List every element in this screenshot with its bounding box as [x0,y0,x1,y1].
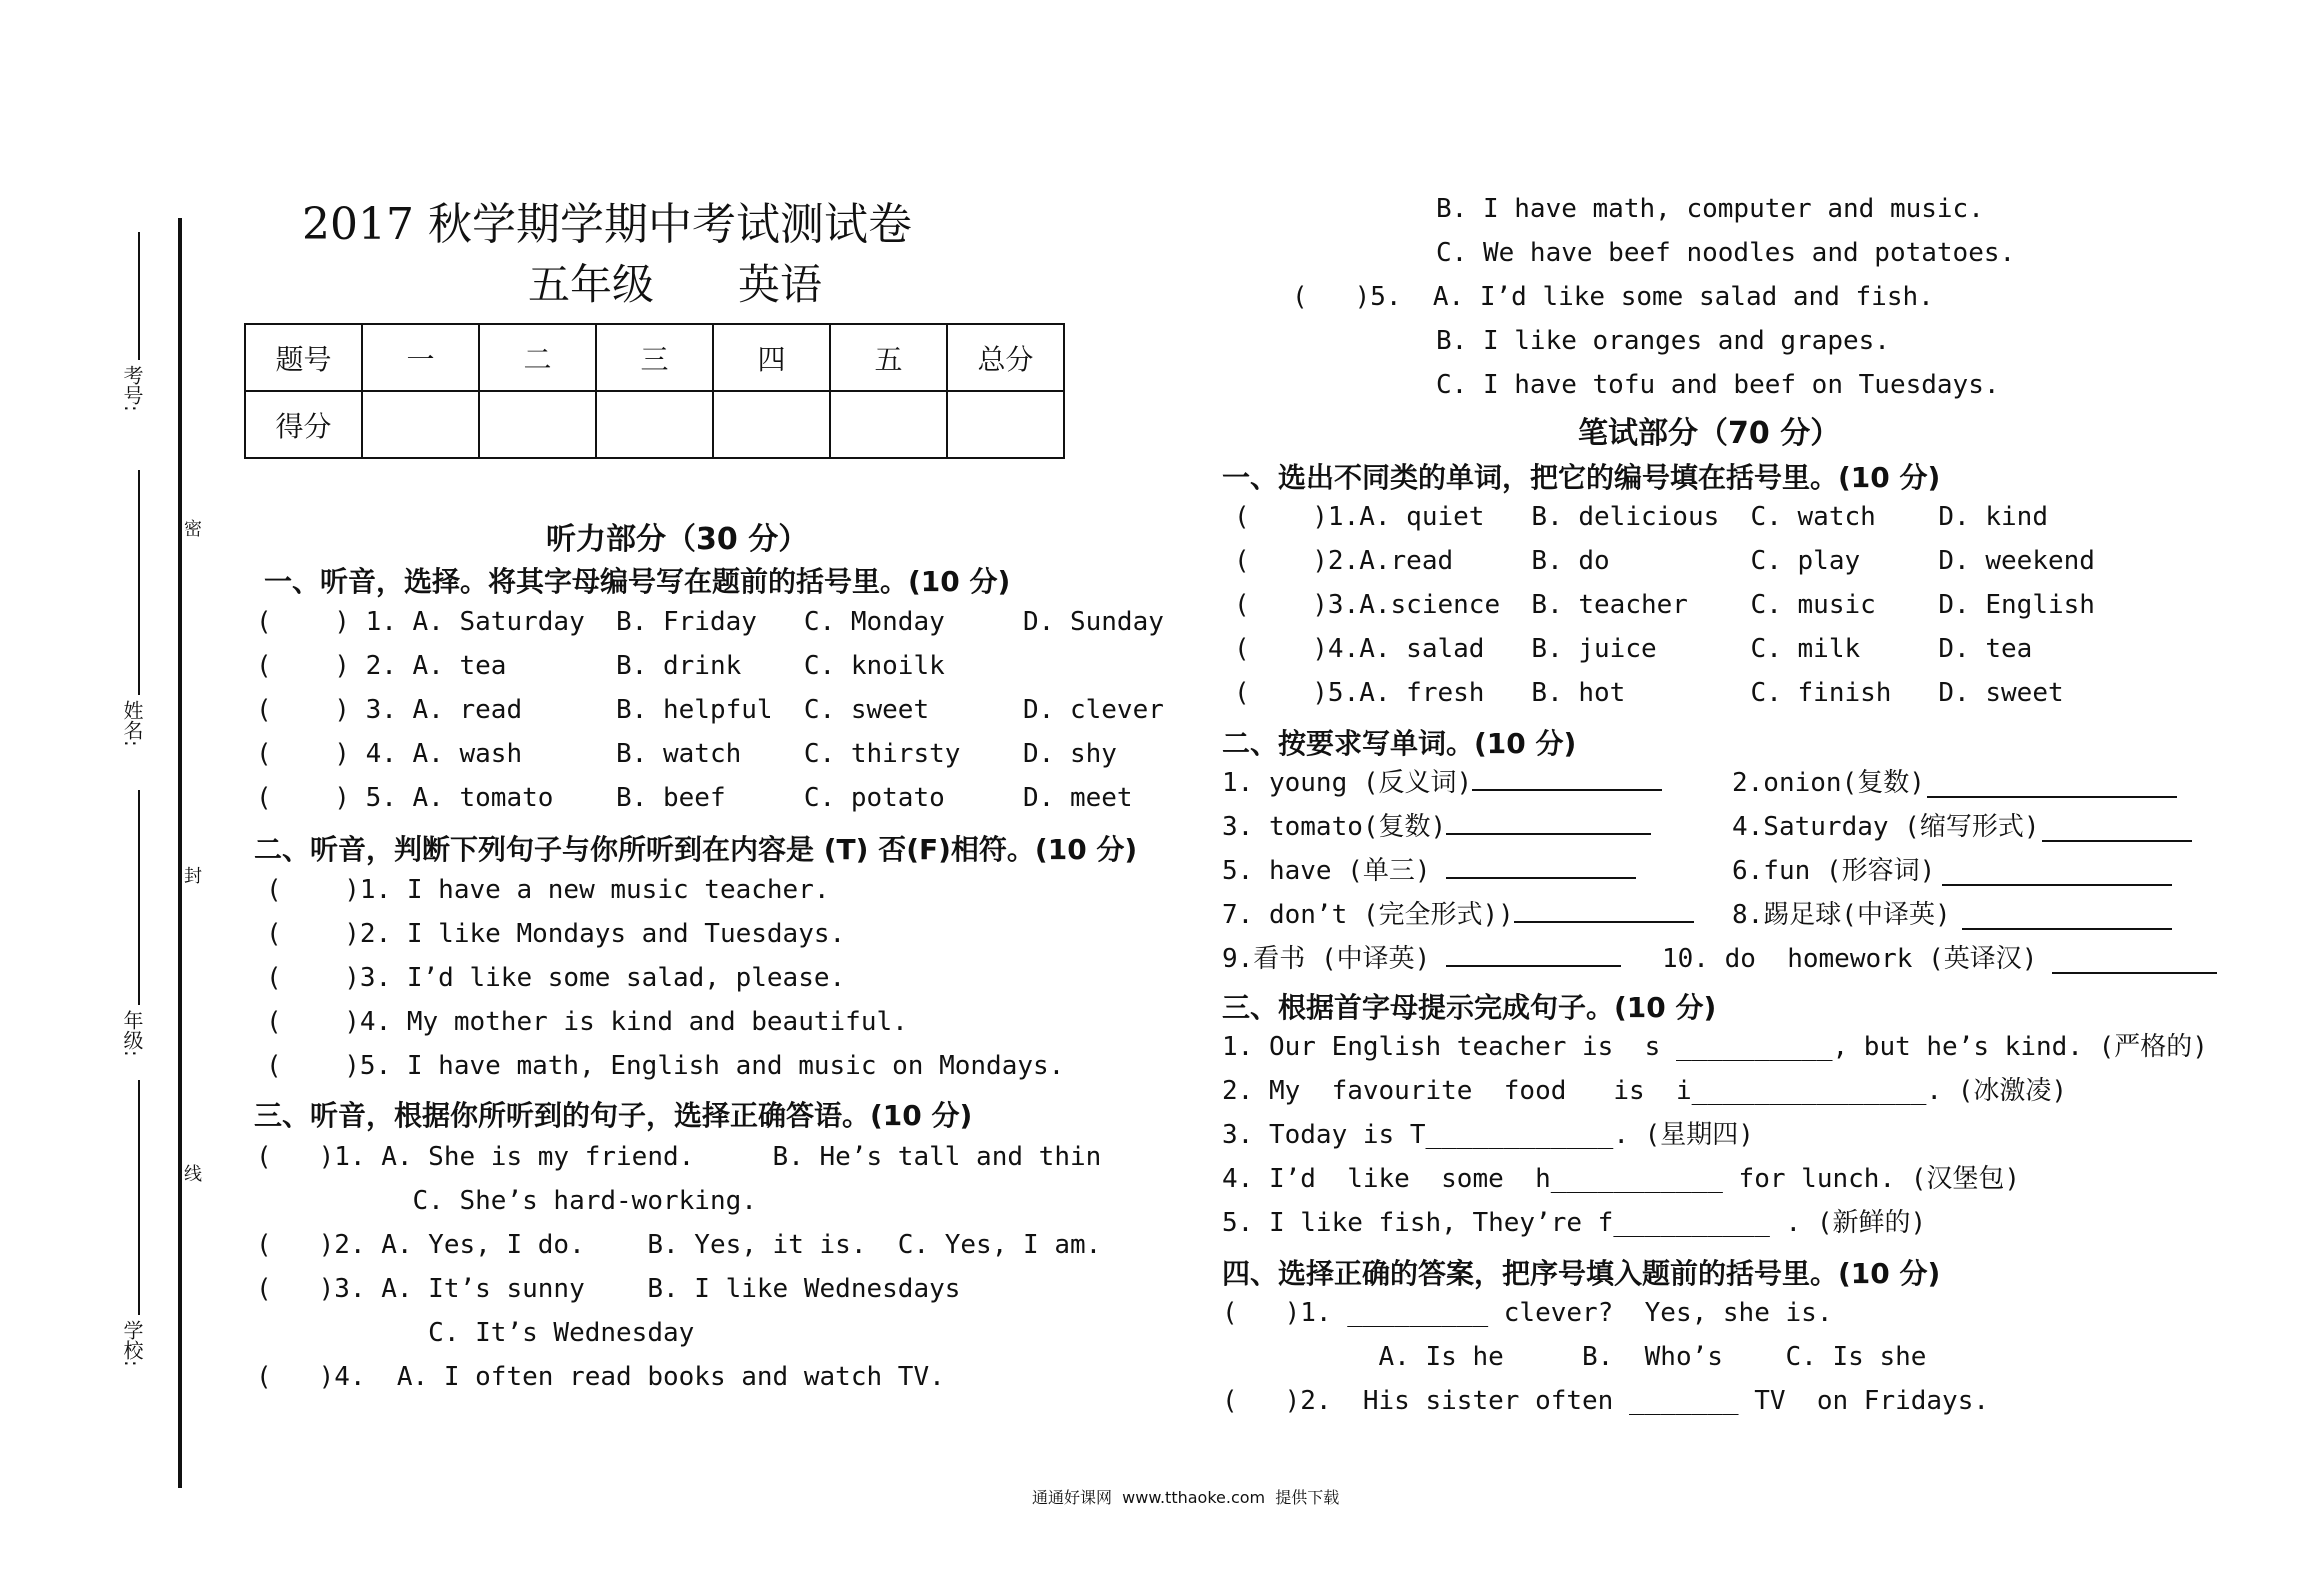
grade-title: 五年级 [528,260,655,309]
answer-blank[interactable] [1446,833,1651,835]
name-label: 姓名: [120,700,144,747]
answer-blank[interactable] [2042,840,2192,842]
listening-s3-list [256,1142,1101,1406]
score-table-score-row [245,391,1064,458]
name-field [138,470,140,695]
answer-blank[interactable] [1472,789,1662,791]
score-table-header-row [245,324,1064,391]
exam-number-field [138,232,140,360]
school-field [138,1080,140,1315]
listening-s1-list [256,607,1164,827]
answer-blank[interactable] [1514,921,1694,923]
s2-item-right: 6.fun (形容词) [1732,856,1936,886]
s2-item-right: 10. do homework (英译汉) [1662,944,2038,974]
q5-option-b: B. I like oranges and grapes. [1436,326,1890,356]
seal-char-feng: 封 [184,866,202,887]
listening-s3-title: 三、听音，根据你所听到的句子，选择正确答语。(10 分) [254,1099,973,1132]
list-item: ( )1. _________ clever? Yes, she is. [1222,1298,1833,1328]
writing-s3-title: 三、根据首字母提示完成句子。(10 分) [1222,991,1717,1024]
score-cell[interactable] [479,391,596,458]
score-header-cell: 二 [479,324,596,391]
s2-item-left: 9.看书 (中译英) [1222,944,1446,974]
score-header-cell: 一 [362,324,479,391]
score-header-cell: 题号 [245,324,362,391]
list-item: C. She’s hard-working. [256,1186,757,1216]
score-row-label: 得分 [245,391,362,458]
s2-item-right: 8.踢足球(中译英) [1732,900,1951,930]
s2-item-left: 3. tomato(复数) [1222,812,1447,842]
list-item: A. Is he B. Who’s C. Is she [1222,1342,1927,1372]
list-item: ( )5.A. fresh B. hot C. finish D. sweet [1234,678,2064,708]
list-item: ( )1.A. quiet B. delicious C. watch D. kind [1234,502,2048,532]
list-item: C. It’s Wednesday [256,1318,695,1348]
writing-s3-list [1222,1032,2208,1252]
score-table [244,323,1065,459]
grade-label: 年级: [120,1010,144,1057]
page-title: 2017 秋学期学期中考试测试卷 [302,199,912,250]
list-item: 4. I’d like some h___________ for lunch. (汉堡包) [1222,1164,2021,1194]
list-item: 1. Our English teacher is s __________, but he’s kind. (严格的) [1222,1032,2208,1062]
score-cell[interactable] [947,391,1064,458]
listening-s2-list [266,875,1064,1095]
list-item: ( )3.A.science B. teacher C. music D. English [1234,590,2095,620]
q4-option-c: C. We have beef noodles and potatoes. [1436,238,2016,268]
list-item: ( )3. I’d like some salad, please. [266,963,846,993]
list-item: ( )2. His sister often _______ TV on Fridays. [1222,1386,1990,1416]
s2-item-left: 7. don’t (完全形式)) [1222,900,1514,930]
list-item: ( ) 2. A. tea B. drink C. knoilk [256,651,945,681]
grade-field [138,790,140,1005]
score-cell[interactable] [362,391,479,458]
q5-option-a: ( )5. A. I’d like some salad and fish. [1292,282,1934,312]
list-item: ( )4. My mother is kind and beautiful. [266,1007,908,1037]
score-header-cell: 四 [713,324,830,391]
answer-blank[interactable] [1446,965,1621,967]
answer-blank[interactable] [1927,796,2177,798]
list-item: ( )1. I have a new music teacher. [266,875,830,905]
writing-s4-list [1222,1298,1989,1430]
writing-s2-title: 二、按要求写单词。(10 分) [1222,727,1577,760]
writing-s2-grid [1222,768,2222,988]
school-label: 学校: [120,1320,144,1367]
list-item: ( ) 5. A. tomato B. beef C. potato D. meet [256,783,1133,813]
listening-title: 听力部分（30 分） [546,522,809,557]
q5-option-c: C. I have tofu and beef on Tuesdays. [1436,370,2000,400]
seal-char-xian: 线 [184,1164,202,1185]
s2-item-left: 1. young (反义词) [1222,768,1473,798]
list-item: ( )2. I like Mondays and Tuesdays. [266,919,846,949]
s2-item-right: 4.Saturday (缩写形式) [1732,812,2040,842]
subject-title: 英语 [738,260,823,309]
writing-s4-title: 四、选择正确的答案，把序号填入题前的括号里。(10 分) [1222,1257,1941,1290]
q4-option-b: B. I have math, computer and music. [1436,194,1984,224]
seal-char-mi: 密 [184,519,202,540]
writing-title: 笔试部分（70 分） [1578,416,1841,451]
s2-item-right: 2.onion(复数) [1732,768,1925,798]
list-item: ( )4. A. I often read books and watch TV. [256,1362,945,1392]
list-item: ( )4.A. salad B. juice C. milk D. tea [1234,634,2033,664]
list-item: ( )2.A.read B. do C. play D. weekend [1234,546,2095,576]
score-header-cell: 总分 [947,324,1064,391]
list-item: ( ) 4. A. wash B. watch C. thirsty D. shy [256,739,1117,769]
list-item: 2. My favourite food is i_______________. (冰激凌) [1222,1076,2068,1106]
score-cell[interactable] [713,391,830,458]
list-item: ( ) 1. A. Saturday B. Friday C. Monday D. Sunday [256,607,1164,637]
score-cell[interactable] [830,391,947,458]
list-item: 5. I like fish, They’re f__________ . (新鲜的) [1222,1208,1927,1238]
answer-blank[interactable] [1942,884,2172,886]
listening-s2-title: 二、听音，判断下列句子与你所听到在内容是 (T) 否(F)相符。(10 分) [254,833,1138,866]
list-item: ( )3. A. It’s sunny B. I like Wednesdays [256,1274,961,1304]
score-cell[interactable] [596,391,713,458]
listening-s1-title: 一、听音，选择。将其字母编号写在题前的括号里。(10 分) [264,565,1011,598]
writing-s1-title: 一、选出不同类的单词，把它的编号填在括号里。(10 分) [1222,461,1941,494]
s2-item-left: 5. have (单三) [1222,856,1447,886]
binding-line [178,218,182,1488]
answer-blank[interactable] [1446,877,1636,879]
answer-blank[interactable] [1962,928,2172,930]
list-item: ( )2. A. Yes, I do. B. Yes, it is. C. Yes, I am. [256,1230,1102,1260]
writing-s1-list [1234,502,2095,722]
footer-credit: 通通好课网 www.tthaoke.com 提供下载 [1032,1488,1340,1507]
score-header-cell: 五 [830,324,947,391]
answer-blank[interactable] [2052,972,2217,974]
list-item: ( )1. A. She is my friend. B. He’s tall and thin [256,1142,1102,1172]
list-item: 3. Today is T____________. (星期四) [1222,1120,1754,1150]
list-item: ( ) 3. A. read B. helpful C. sweet D. clever [256,695,1164,725]
exam-number-label: 考号: [120,365,144,412]
score-header-cell: 三 [596,324,713,391]
list-item: ( )5. I have math, English and music on Mondays. [266,1051,1065,1081]
